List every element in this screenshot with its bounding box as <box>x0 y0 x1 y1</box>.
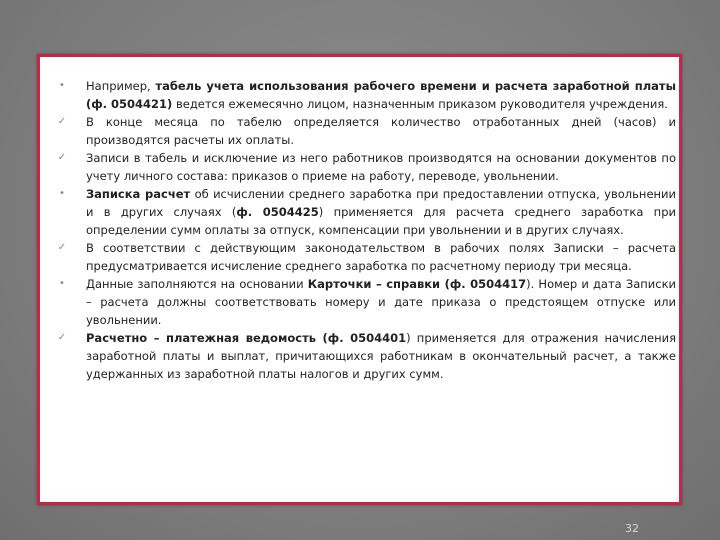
bold-text: ф. 0504425 <box>236 205 319 219</box>
list-item <box>57 239 676 275</box>
item-text: Данные заполняются на основании <box>86 277 308 291</box>
checkmark-icon: ✓ <box>57 116 67 127</box>
bold-text: Записка расчет <box>86 187 191 201</box>
list-item <box>59 185 676 239</box>
bullet-dot-icon: • <box>59 80 65 91</box>
bullet-dot-icon: • <box>59 188 65 199</box>
checkmark-icon: ✓ <box>57 152 67 163</box>
list-item <box>59 275 676 329</box>
item-text: Записи в табель и исключение из него работников производятся на основании документов по учету личного состава: приказов о приеме на работу, переводе, увольнении. <box>86 151 676 183</box>
item-text: ) применяется для отражения начисления заработной платы и выплат, причитающихся работникам в окончательный расчет, а также удержанных из заработной платы налогов и других сумм. <box>86 331 676 381</box>
list-item <box>57 329 676 383</box>
item-text: ) применяется для расчета среднего заработка при определении сумм оплаты за отпуск, компенсации при увольнении и в других случаях. <box>86 205 676 237</box>
item-text: ведется ежемесячно лицом, назначенным приказом руководителя учреждения. <box>172 97 668 111</box>
page-number: 32 <box>625 522 639 535</box>
list-item <box>57 149 676 185</box>
checkmark-icon: ✓ <box>57 332 67 343</box>
bold-text: табель учета использования рабочего времени и расчета заработной платы (ф. 0504421) <box>86 79 676 111</box>
bullet-list <box>57 77 676 383</box>
list-item <box>59 77 676 113</box>
list-item <box>57 113 676 149</box>
checkmark-icon: ✓ <box>57 242 67 253</box>
item-text: В конце месяца по табелю определяется количество отработанных дней (часов) и производятся расчеты их оплаты. <box>86 115 676 147</box>
item-text: об исчислении среднего заработка при предоставлении отпуска, увольнении и в других случаях ( <box>86 187 676 219</box>
bold-text: Карточки – справки (ф. 0504417 <box>307 277 527 291</box>
item-text: ). Номер и дата Записки – расчета должны соответствовать номеру и дате приказа о предстоящем отпуске или увольнении. <box>86 277 676 327</box>
bullet-dot-icon: • <box>59 278 65 289</box>
bold-text: Расчетно – платежная ведомость (ф. 0504401 <box>86 331 407 345</box>
slide-card <box>37 54 682 535</box>
item-text: В соответствии с действующим законодательством в рабочих полях Записки – расчета предусматривается исчисление среднего заработка по расчетному периоду три месяца. <box>86 241 676 273</box>
item-text: Например, <box>86 79 156 93</box>
